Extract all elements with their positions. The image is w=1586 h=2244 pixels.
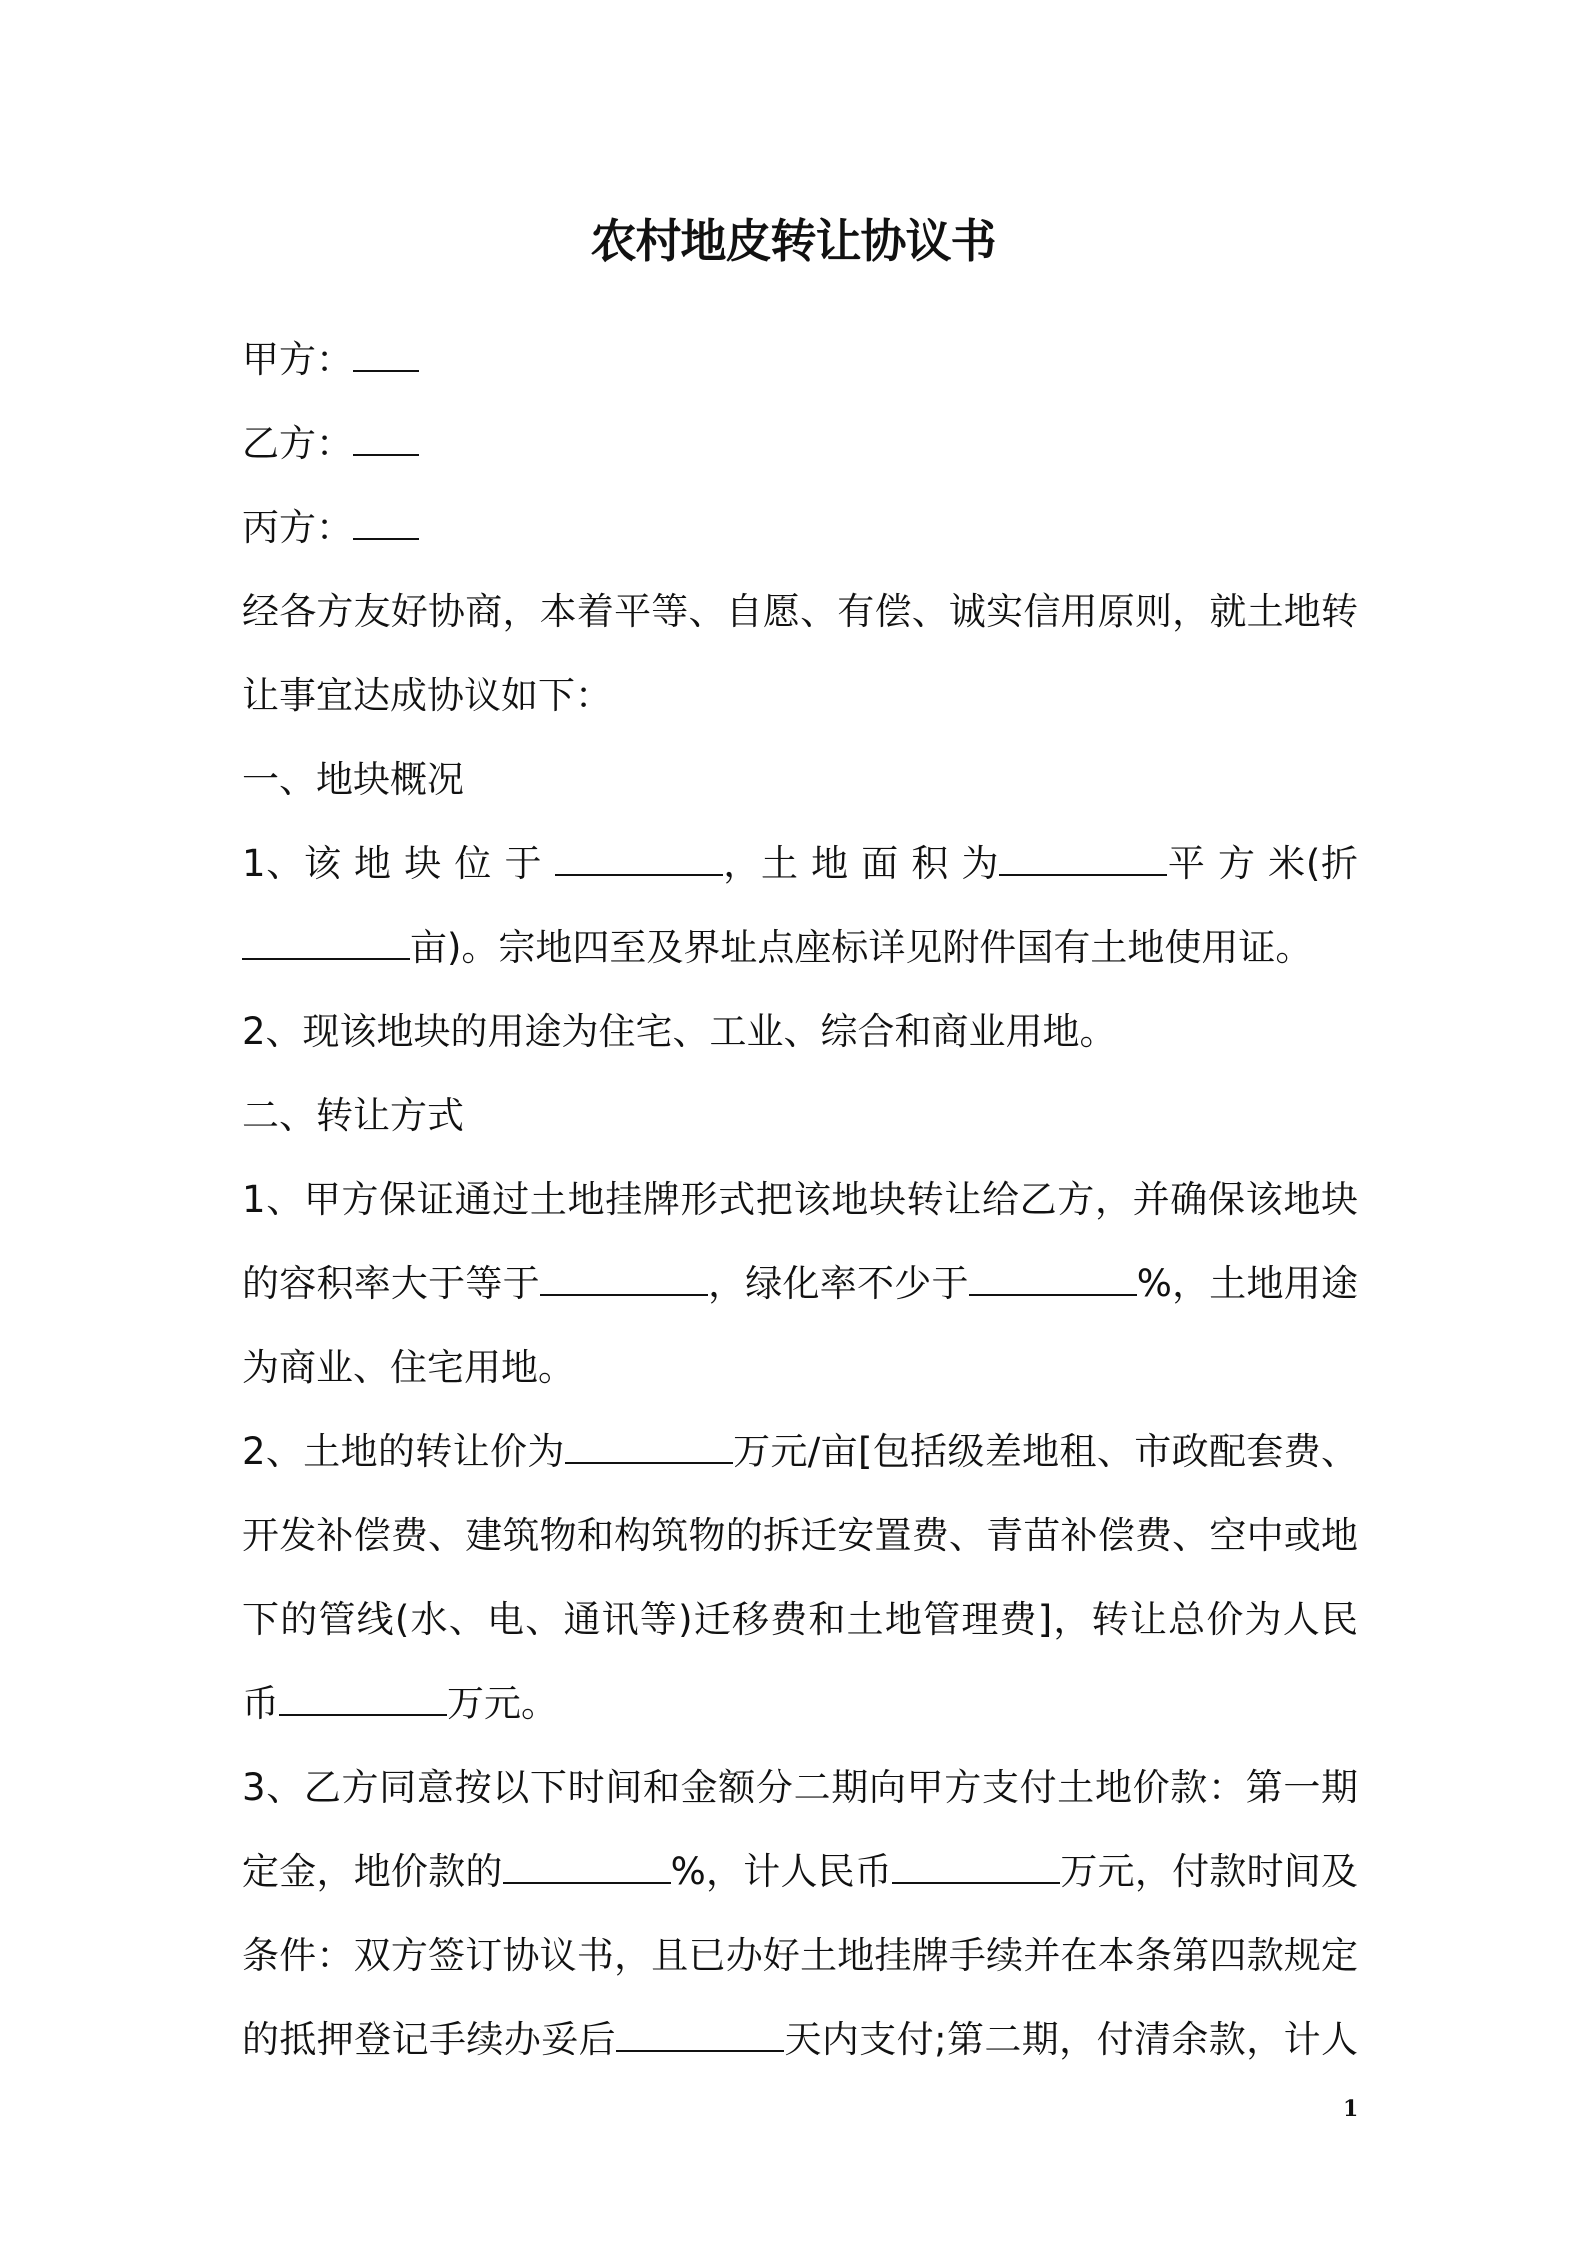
fill-in-blank [555, 840, 723, 876]
text-segment: 1、甲方保证通过土地挂牌形式把该地块转让给乙方，并确保该地块 [242, 1178, 1358, 1221]
text-segment: 二、转让方式 [242, 1094, 464, 1137]
text-segment: 万元/亩[包括级差地租、市政配套费、 [732, 1430, 1358, 1473]
text-segment: 甲方： [242, 338, 353, 381]
text-line [242, 906, 1358, 990]
fill-in-blank [242, 924, 410, 960]
fill-in-blank [892, 1848, 1060, 1884]
text-segment: 的容积率大于等于 [242, 1262, 540, 1305]
fill-in-blank [969, 1260, 1137, 1296]
text-line [242, 1410, 1358, 1494]
text-segment: 为商业、住宅用地。 [242, 1346, 575, 1389]
text-segment: 经各方友好协商，本着平等、自愿、有偿、诚实信用原则，就土地转 [242, 590, 1358, 633]
text-segment: 1、该 地 块 位 于 [242, 842, 555, 885]
text-segment: ，土 地 面 积 为 [722, 842, 1000, 885]
text-segment: 一、地块概况 [242, 758, 464, 801]
text-line [242, 654, 1358, 738]
text-segment: 乙方： [242, 422, 353, 465]
text-line [242, 1494, 1358, 1578]
text-line [242, 1746, 1358, 1830]
text-segment: 币 [242, 1682, 279, 1725]
text-segment: 条件：双方签订协议书，且已办好土地挂牌手续并在本条第四款规定 [242, 1934, 1358, 1977]
text-segment: 万元，付款时间及 [1060, 1850, 1358, 1893]
text-line [242, 822, 1358, 906]
text-segment: 下的管线(水、电、通讯等)迁移费和土地管理费]，转让总价为人民 [242, 1598, 1358, 1641]
text-segment: 的抵押登记手续办妥后 [242, 2018, 617, 2061]
page-number: 1 [1343, 2096, 1359, 2122]
text-line [242, 1914, 1358, 1998]
text-segment: %，土地用途 [1136, 1262, 1358, 1305]
fill-in-blank [503, 1848, 671, 1884]
text-segment: 定金，地价款的 [242, 1850, 503, 1893]
text-segment: ，绿化率不少于 [707, 1262, 969, 1305]
text-line [242, 1998, 1358, 2082]
text-segment: 3、乙方同意按以下时间和金额分二期向甲方支付土地价款：第一期 [242, 1766, 1358, 1809]
fill-in-blank [353, 420, 419, 456]
text-segment: 开发补偿费、建筑物和构筑物的拆迁安置费、青苗补偿费、空中或地 [242, 1514, 1358, 1557]
text-line [242, 486, 1358, 570]
text-line [242, 1074, 1358, 1158]
text-line [242, 1326, 1358, 1410]
fill-in-blank [353, 504, 419, 540]
fill-in-blank [540, 1260, 708, 1296]
text-segment: 让事宜达成协议如下： [242, 674, 612, 717]
document-body [242, 318, 1358, 2082]
fill-in-blank [279, 1680, 447, 1716]
fill-in-blank [999, 840, 1167, 876]
fill-in-blank [353, 336, 419, 372]
text-line [242, 990, 1358, 1074]
text-segment: 2、土地的转让价为 [242, 1430, 565, 1473]
text-line [242, 318, 1358, 402]
text-line [242, 570, 1358, 654]
document-title: 农村地皮转让协议书 [590, 214, 996, 268]
text-line [242, 738, 1358, 822]
text-line [242, 1242, 1358, 1326]
text-line [242, 1158, 1358, 1242]
text-segment: 天内支付;第二期，付清余款，计人 [784, 2018, 1359, 2061]
text-segment: 2、现该地块的用途为住宅、工业、综合和商业用地。 [242, 1010, 1117, 1053]
text-line [242, 1662, 1358, 1746]
text-segment: 平 方 米(折 [1167, 842, 1358, 885]
text-segment: %，计人民币 [670, 1850, 893, 1893]
text-segment: 万元。 [447, 1682, 558, 1725]
fill-in-blank [565, 1428, 733, 1464]
text-line [242, 402, 1358, 486]
text-line [242, 1578, 1358, 1662]
text-segment: 亩)。宗地四至及界址点座标详见附件国有土地使用证。 [410, 926, 1313, 969]
fill-in-blank [616, 2016, 784, 2052]
text-segment: 丙方： [242, 506, 353, 549]
text-line [242, 1830, 1358, 1914]
